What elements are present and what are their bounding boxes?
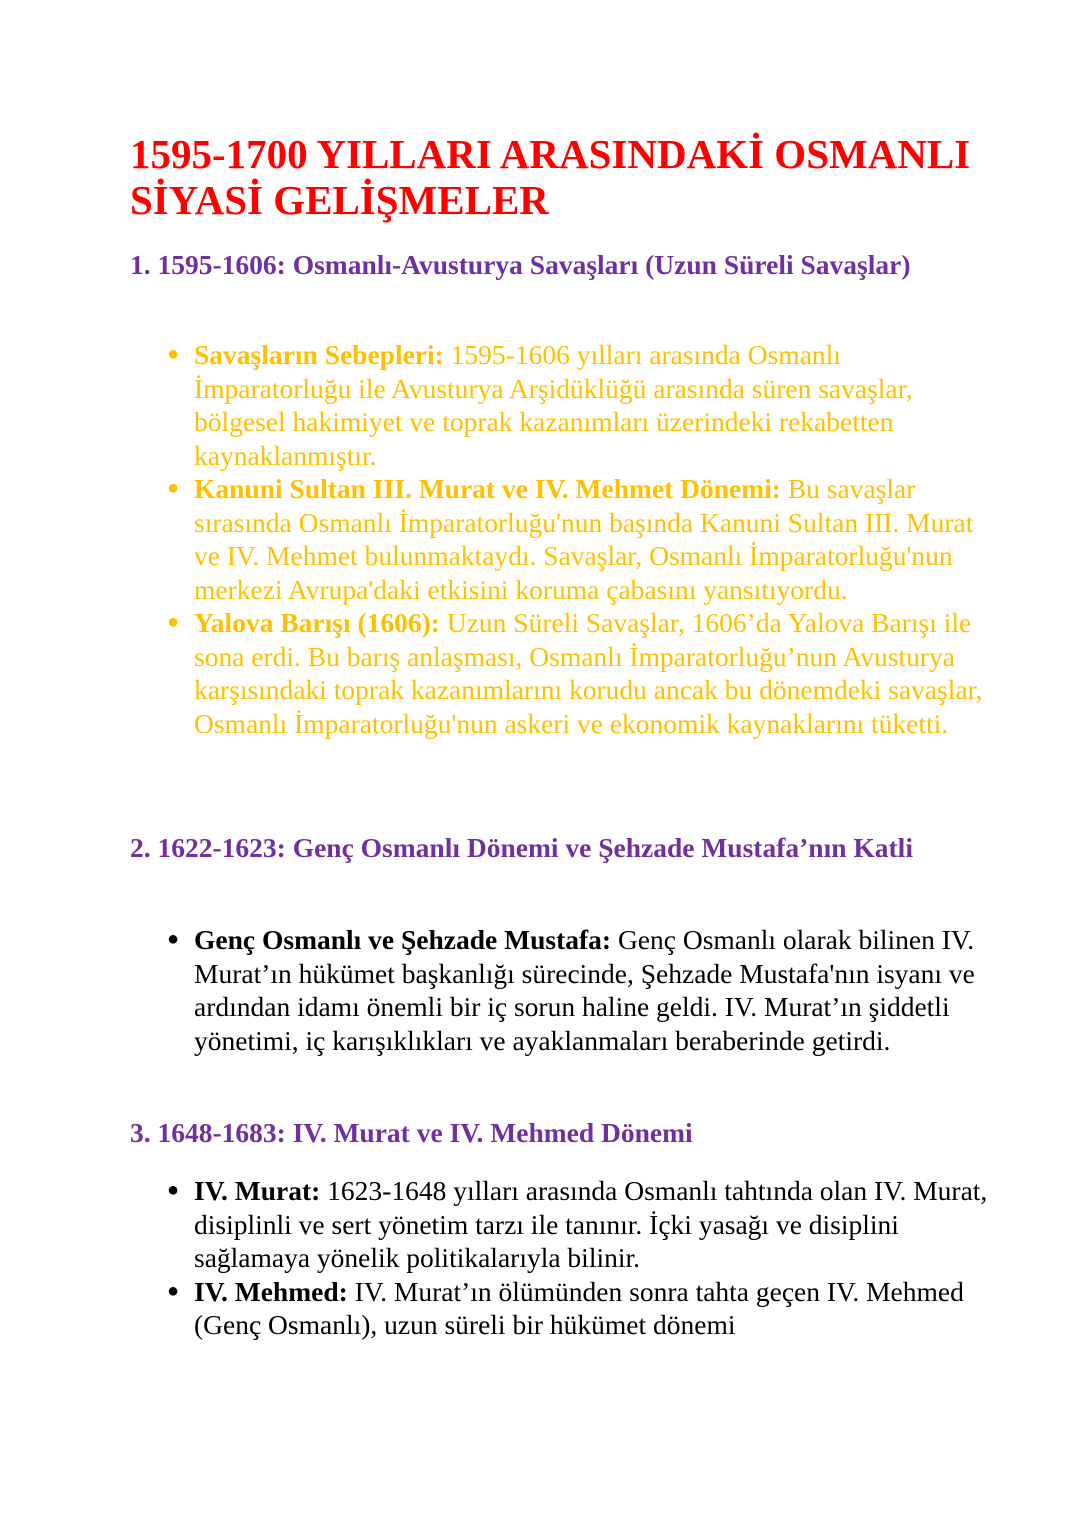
page-title: 1595-1700 YILLARI ARASINDAKİ OSMANLI SİYASİ GELİŞMELER (130, 131, 971, 223)
section-2-bullet-list (130, 923, 990, 1057)
section-heading-1: 1. 1595-1606: Osmanlı-Avusturya Savaşları (Uzun Süreli Savaşlar) (130, 249, 911, 280)
item-term: Kanuni Sultan III. Murat ve IV. Mehmet Dönemi: (194, 473, 781, 504)
bullet-icon: ● (167, 1179, 180, 1201)
list-item (130, 923, 990, 1057)
list-item (130, 472, 990, 606)
bullet-icon: ● (167, 1279, 180, 1302)
section-1-bullet-list (130, 338, 990, 740)
item-term: Genç Osmanlı ve Şehzade Mustafa: (194, 924, 612, 955)
bullet-icon: ● (167, 477, 180, 499)
item-term: IV. Mehmed: (194, 1275, 348, 1307)
item-text: 1595-1606 yılları arasında Osmanlı İmparatorluğu ile Avusturya Arşidüklüğü arasında süren savaşlar, bölgesel hakimiyet ve toprak kazanımları üzerindeki rekabetten kaynaklanmıştır. (194, 339, 913, 471)
item-text: 1623-1648 yılları arasında Osmanlı tahtında olan IV. Murat, disiplinli ve sert yönetim tarzı ile tanınır. İçki yasağı ve disiplini sağlamaya yönelik politikalarıyla bilinir. (194, 1175, 988, 1273)
bullet-icon: ● (167, 928, 180, 950)
item-text: Uzun Süreli Savaşlar, 1606’da Yalova Barışı ile sona erdi. Bu barış anlaşması, Osmanlı İmparatorluğu’nun Avusturya karşısındaki toprak kazanımlarını korudu ancak bu dönemdeki savaşlar, Osmanlı İmparatorluğu'nun askeri ve ekonomik kaynaklarını tüketti. (194, 607, 983, 739)
item-term: Savaşların Sebepleri: (194, 339, 444, 370)
list-item (130, 1275, 990, 1342)
item-term: IV. Murat: (194, 1175, 321, 1206)
bullet-icon: ● (167, 343, 180, 365)
list-item (130, 338, 990, 472)
item-text: IV. Murat’ın ölümünden sonra tahta geçen IV. Mehmed (Genç Osmanlı), uzun süreli bir hükümet dönemi (194, 1275, 964, 1340)
section-heading-2: 2. 1622-1623: Genç Osmanlı Dönemi ve Şehzade Mustafa’nın Katli (130, 832, 913, 863)
list-item (130, 606, 990, 740)
item-term: Yalova Barışı (1606): (194, 607, 440, 638)
section-heading-3: 3. 1648-1683: IV. Murat ve IV. Mehmed Dönemi (130, 1117, 693, 1148)
item-text: Bu savaşlar sırasında Osmanlı İmparatorluğu'nun başında Kanuni Sultan III. Murat ve IV. Mehmet bulunmaktaydı. Savaşlar, Osmanlı İmparatorluğu'nun merkezi Avrupa'daki etkisini koruma çabasını yansıtıyordu. (194, 473, 974, 605)
section-3-bullet-list (130, 1174, 990, 1342)
bullet-icon: ● (167, 611, 180, 633)
list-item (130, 1174, 990, 1275)
item-text: Genç Osmanlı olarak bilinen IV. Murat’ın hükümet başkanlığı sürecinde, Şehzade Mustafa'nın isyanı ve ardından idamı önemli bir iç sorun haline geldi. IV. Murat’ın şiddetli yönetimi, iç karışıklıkları ve ayaklanmaları beraberinde getirdi. (194, 924, 975, 1056)
